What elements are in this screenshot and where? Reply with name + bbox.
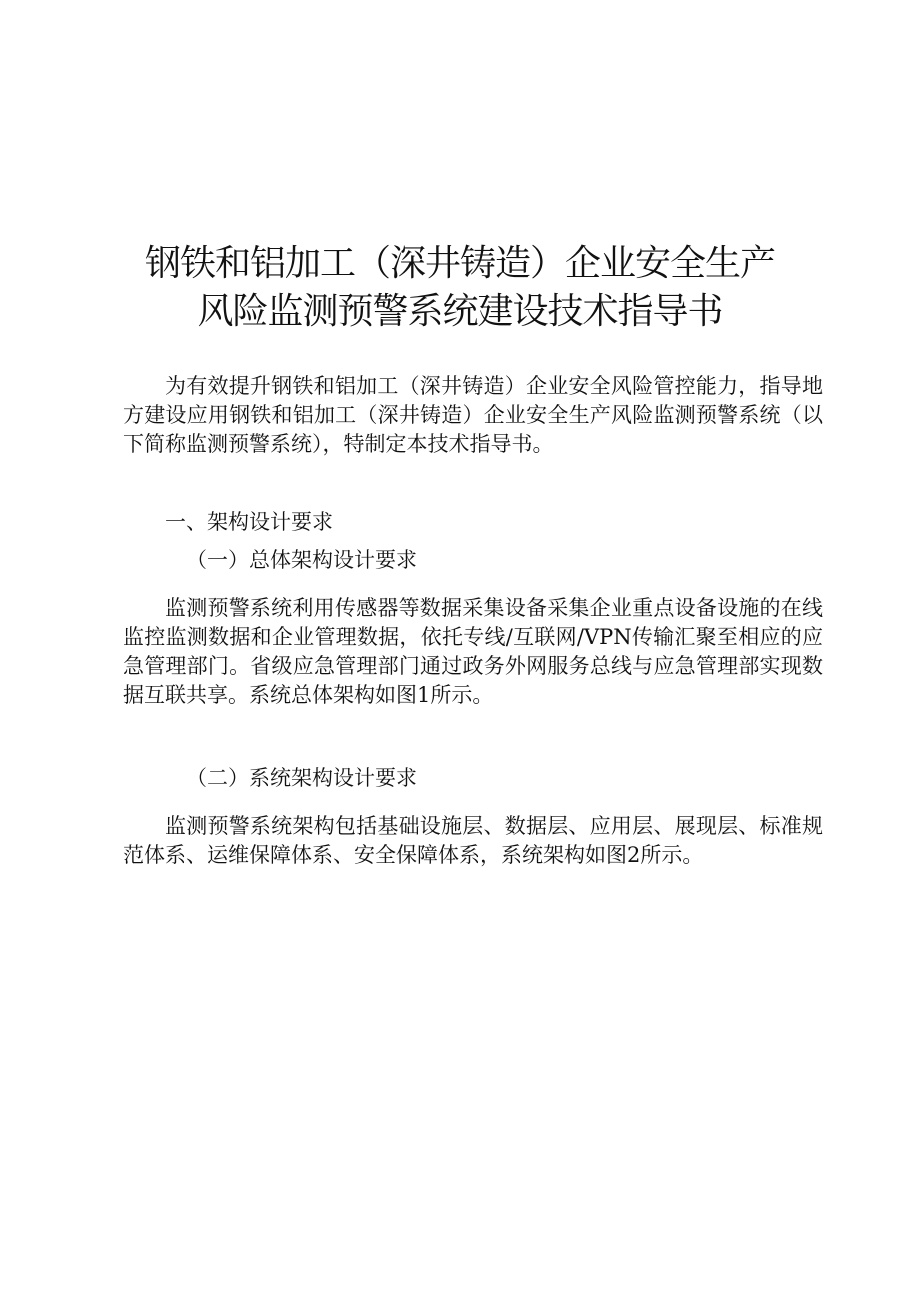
system-architecture-paragraph: 监测预警系统架构包括基础设施层、数据层、应用层、展现层、标准规范体系、运维保障体系、安全保障体系，系统架构如图2所示。 [123,814,823,867]
intro-paragraph: 为有效提升钢铁和铝加工（深井铸造）企业安全风险管控能力，指导地方建设应用钢铁和铝加工（深井铸造）企业安全生产风险监测预警系统（以下简称监测预警系统），特制定本技术指导书。 [123,374,823,456]
subsection-heading-system-architecture: （二）系统架构设计要求 [186,766,417,790]
overall-architecture-paragraph: 监测预警系统利用传感器等数据采集设备采集企业重点设备设施的在线监控监测数据和企业管理数据，依托专线/互联网/VPN传输汇聚至相应的应急管理部门。省级应急管理部门通过政务外网服务总线与应急管理部实现数据互联共享。系统总体架构如图1所示。 [123,596,823,707]
document-title-line-2: 风险监测预警系统建设技术指导书 [197,291,723,332]
section-heading-architecture-design: 一、架构设计要求 [165,510,333,534]
document-title-line-1: 钢铁和铝加工（深井铸造）企业安全生产 [144,243,775,284]
subsection-heading-overall-architecture: （一）总体架构设计要求 [186,548,417,572]
